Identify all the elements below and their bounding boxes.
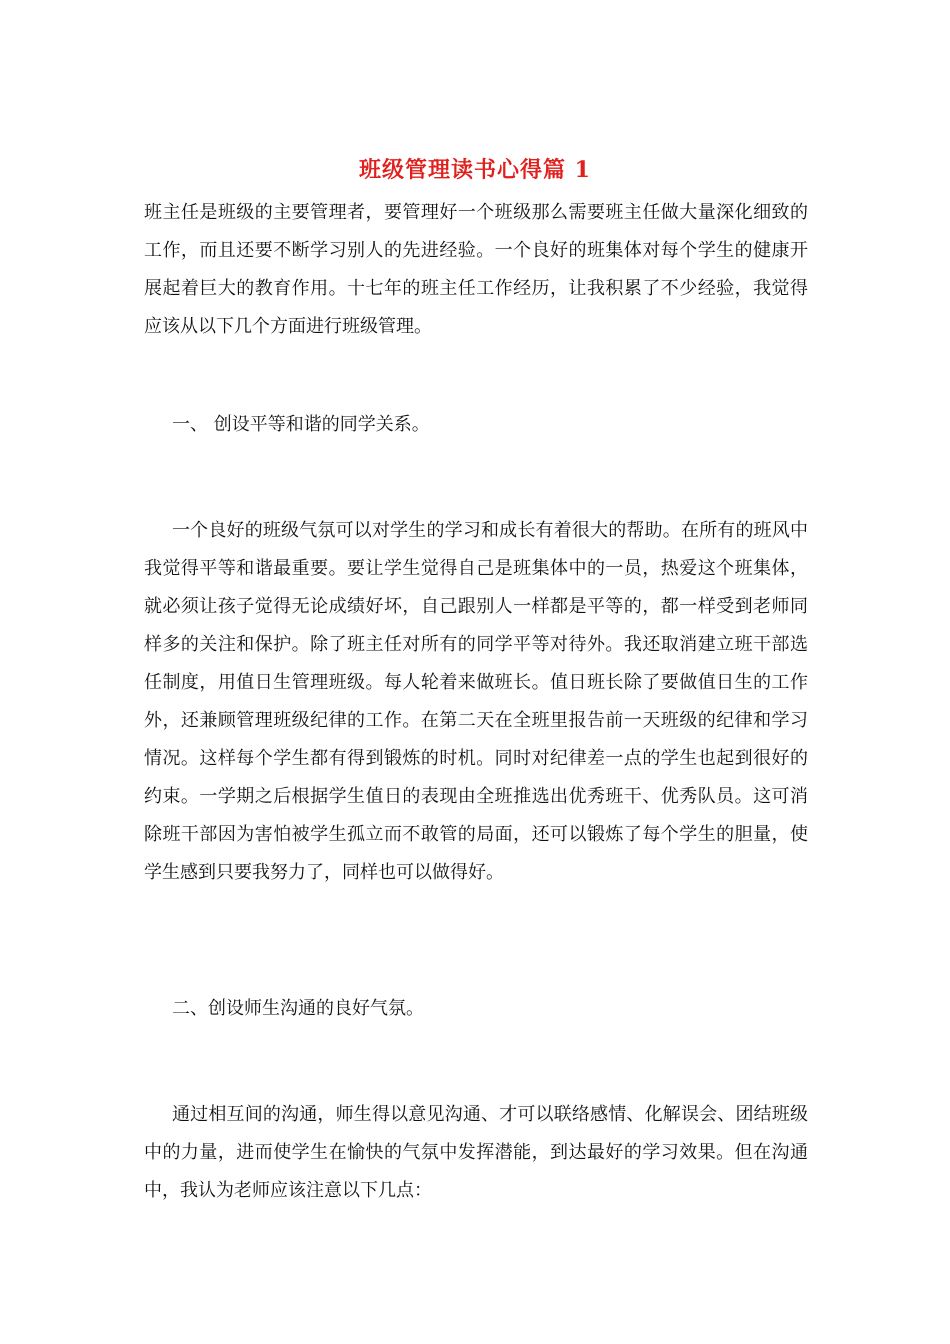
section-heading-2: 二、创设师生沟通的良好气氛。 <box>172 998 424 1019</box>
section-paragraph-2: 通过相互间的沟通，师生得以意见沟通、才可以联络感情、化解误会、团结班级中的力量，进而使学生在愉快的气氛中发挥潜能，到达最好的学习效果。但在沟通中，我认为老师应该注意以下几点： <box>144 1104 808 1201</box>
document-title: 班级管理读书心得篇 1 <box>359 157 591 183</box>
section-paragraph-1: 一个良好的班级气氛可以对学生的学习和成长有着很大的帮助。在所有的班风中我觉得平等和谐最重要。要让学生觉得自己是班集体中的一员，热爱这个班集体，就必须让孩子觉得无论成绩好坏，自己跟别人一样都是平等的，都一样受到老师同样多的关注和保护。除了班主任对所有的同学平等对待外。我还取消建立班干部选任制度，用值日生管理班级。每人轮着来做班长。值日班长除了要做值日生的工作外，还兼顾管理班级纪律的工作。在第二天在全班里报告前一天班级的纪律和学习情况。这样每个学生都有得到锻炼的时机。同时对纪律差一点的学生也起到很好的约束。一学期之后根据学生值日的表现由全班推选出优秀班干、优秀队员。这可消除班干部因为害怕被学生孤立而不敢管的局面，还可以锻炼了每个学生的胆量，使学生感到只要我努力了，同样也可以做得好。 <box>144 520 808 883</box>
intro-paragraph: 班主任是班级的主要管理者，要管理好一个班级那么需要班主任做大量深化细致的工作，而且还要不断学习别人的先进经验。一个良好的班集体对每个学生的健康开展起着巨大的教育作用。十七年的班主任工作经历，让我积累了不少经验，我觉得应该从以下几个方面进行班级管理。 <box>144 202 808 337</box>
section-heading-1: 一、 创设平等和谐的同学关系。 <box>172 414 430 435</box>
